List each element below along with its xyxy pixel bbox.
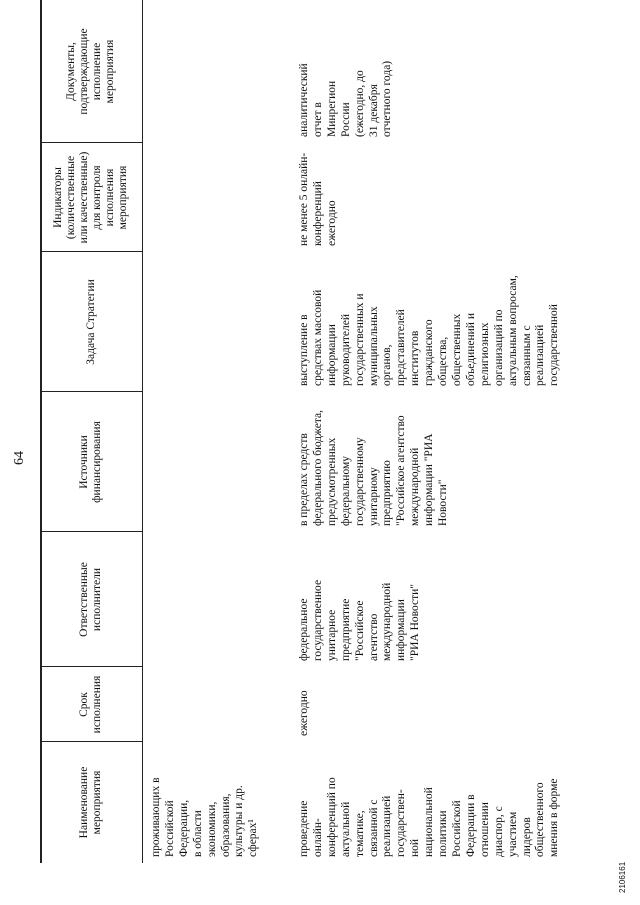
row-2-indicators: не менее 5 онлайн- конференций ежегодно: [298, 152, 338, 246]
row-2-executors: федеральное государственное унитарное предприятие "Российское агентство международной информации "РИА Новости": [298, 579, 422, 661]
header-executors: Ответственные исполнители: [78, 562, 103, 637]
header-bottom-border: [142, 0, 143, 863]
header-term: Срок исполнения: [78, 675, 103, 734]
footer-code: 2106161: [618, 861, 627, 893]
row-2-financing: в пределах средств федерального бюджета, предусмотренных федеральному государственному унитарному предприятию "Российское агентство международной информации "РИА Новости": [298, 409, 450, 526]
header-financing: Источники финансирования: [78, 421, 103, 503]
header-indicators: Индикаторы (количественные или качественные) для контроля исполнения мероприятия: [52, 151, 129, 244]
row-2-term: ежегодно: [298, 690, 310, 736]
row-1-event-name: проживающих в Российской Федерации, в области экономики, образования, культуры и др. сферах¹: [150, 777, 260, 857]
header-documents: Документы, подтверждающие исполнение мероприятия: [65, 28, 116, 115]
page-number: 64: [12, 451, 27, 465]
row-2-strategy-task: выступление в средствах массовой информации руководителей государственных и муниципальных органов, представителей институтов гражданского общества, общественных объединений и религиозных организаций по актуальным вопросам, связанным с реализацией государственной: [298, 275, 561, 386]
row-2-documents: аналитический отчет в Минрегион России (ежегодно, до 31 декабря отчетного года): [298, 60, 394, 137]
header-event-name: Наименование мероприятия: [78, 766, 103, 839]
header-strategy-task: Задача Стратегии: [84, 279, 97, 365]
row-2-event-name: проведение онлайн- конференций по актуальной тематике, связанной с реализацией государствен- ной национальной политики Российской Федерации в отношении диаспор, с участием лидеров общественного мнения в форме: [298, 777, 561, 857]
